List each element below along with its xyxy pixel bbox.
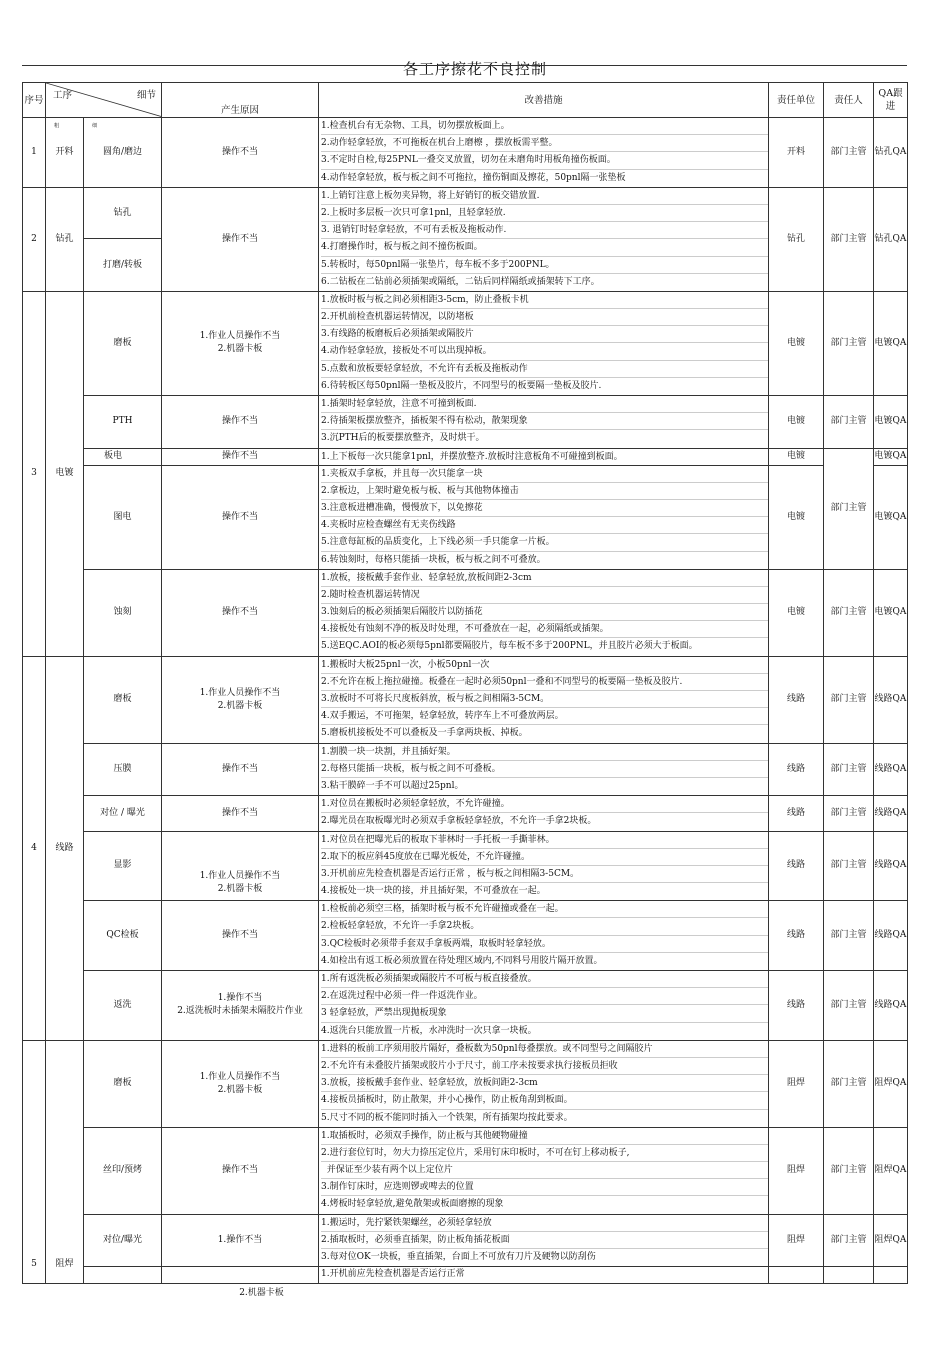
row-qa: 电镀QA <box>874 569 908 656</box>
measure-line: 2.取下的板应斜45度放在已曝光板处，不允许碰撞。 <box>321 849 768 866</box>
measure-line: 1.放板，接板戴手套作业、轻拿轻放,放板间距2-3cm <box>321 570 768 587</box>
measure-line: 5.送EQC.AOI的板必须每5pnl都要隔胶片，每车板不多于200PNL，并且胶片必须大于板面。 <box>321 641 698 652</box>
row-measures <box>319 118 769 188</box>
measure-line: 4.如检出有返工板必须放置在待处理区域内,不同料号用胶片隔开放置。 <box>321 955 603 966</box>
header-qa: QA跟进 <box>874 83 908 118</box>
measure-line: 3.制作钉床时，应选则锣或啤去的位置 <box>321 1179 768 1196</box>
row-qa: 线路QA <box>874 743 908 796</box>
measure-line: 6.转蚀刻时，每格只能插一块板，板与板之间不可叠放。 <box>321 554 546 565</box>
cause-line: 1.作业人员操作不当 <box>199 331 281 342</box>
measure-line: 3.沉PTH后的板要摆放整齐，及时烘干。 <box>321 433 485 444</box>
row-unit <box>769 1267 824 1284</box>
table-row <box>23 656 908 743</box>
row-cause <box>162 1040 319 1127</box>
row-measures <box>319 569 769 656</box>
row-unit: 电镀 <box>769 396 824 449</box>
measure-line: 2.不允许有未叠胶片插架或胶片小于尺寸，前工序未按要求执行接板员拒收 <box>321 1058 768 1075</box>
row-person: 部门主管 <box>824 569 874 656</box>
row-unit: 线路 <box>769 796 824 831</box>
measure-line: 2.待插架板摆放整齐，插板架不得有松动，散架现象 <box>321 413 768 430</box>
row-person: 部门主管 <box>824 831 874 901</box>
row-process: 钻孔 <box>46 187 84 291</box>
row-measures <box>319 1214 769 1267</box>
measure-line: 4.动作轻拿轻放，接板处不可以出现掉板。 <box>321 343 768 360</box>
row-unit: 电镀 <box>769 448 824 465</box>
measure-line: 1.对位员在搬板时必须轻拿轻放，不允许碰撞。 <box>321 796 768 813</box>
row-measures <box>319 1267 769 1284</box>
title-rule <box>22 65 907 66</box>
table-row <box>23 1127 908 1214</box>
row-qa: 线路QA <box>874 831 908 901</box>
cause-line: 1.作业人员操作不当 <box>199 1071 281 1082</box>
row-process: 电镀 <box>46 291 84 656</box>
measure-line: 5.点数和放板要轻拿轻放，不允许有丢板及拖板动作 <box>321 361 768 378</box>
row-no: 3 <box>23 291 46 656</box>
row-qa: 线路QA <box>874 901 908 971</box>
measure-line: 1.进料的板前工序须用胶片隔好，叠板数为50pnl每叠摆放。或不同型号之间隔胶片 <box>321 1041 768 1058</box>
row-unit: 线路 <box>769 971 824 1041</box>
row-process: 线路 <box>46 656 84 1040</box>
measure-line: 4.夹板时应检查螺丝有无夹伤线路 <box>321 517 768 534</box>
row-person: 部门主管 <box>824 743 874 796</box>
table-row <box>23 971 908 1041</box>
row-measures <box>319 291 769 395</box>
measure-line: 4.接板处有蚀刻不净的板及时处理，不可叠放在一起，必须隔纸或插架。 <box>321 621 768 638</box>
row-qa: 线路QA <box>874 796 908 831</box>
measure-line: 2.动作轻拿轻放，不可拖板在机台上磨檫 ，摆放板需平整。 <box>321 135 768 152</box>
row-detail: 打磨/转板 <box>84 239 162 292</box>
row-detail: 磨板 <box>84 1040 162 1127</box>
row-unit: 线路 <box>769 656 824 743</box>
measure-line: 1.割膜一块一块割，并且插好架。 <box>321 744 768 761</box>
row-cause: 操作不当 <box>162 187 319 291</box>
row-measures <box>319 465 769 569</box>
table-row <box>23 831 908 901</box>
measure-line: 1.开机前应先检查机器是否运行正常 <box>321 1269 465 1280</box>
row-cause: 操作不当 <box>162 118 319 188</box>
table-row <box>23 396 908 449</box>
measure-line: 1.上下板每一次只能拿1pnl，并摆放整齐.放板时注意板角不可碰撞到板面。 <box>321 451 623 462</box>
row-qa: 钻孔QA <box>874 118 908 188</box>
row-qa: 电镀QA <box>874 465 908 569</box>
row-detail: QC检板 <box>84 901 162 971</box>
measure-line: 5.转板时，每50pnl隔一张垫片，每车板不多于200PNL。 <box>321 257 768 274</box>
row-unit: 电镀 <box>769 465 824 569</box>
table-row <box>23 1214 908 1267</box>
measure-line: 3.不定时自检,每25PNL一叠交叉放置，切勿在未磨角时用板角撞伤板面。 <box>321 152 768 169</box>
table-row <box>23 569 908 656</box>
measure-line: 3 轻拿轻放，严禁出现抛板现象 <box>321 1005 768 1022</box>
row-detail: PTH <box>84 396 162 449</box>
overflow-cause-text: 2.机器卡板 <box>239 1288 284 1298</box>
row-qa: 阻焊QA <box>874 1214 908 1267</box>
row-qa: 线路QA <box>874 971 908 1041</box>
mark-2: 细 <box>92 123 98 129</box>
row-cause <box>162 1267 319 1284</box>
row-unit: 线路 <box>769 743 824 796</box>
process-control-table <box>22 82 908 1284</box>
row-detail: 蚀刻 <box>84 569 162 656</box>
row-cause: 1.操作不当 <box>162 1214 319 1267</box>
row-measures <box>319 971 769 1041</box>
row-cause: 操作不当 <box>162 465 319 569</box>
measure-line: 2.在返洗过程中必须一件一件返洗作业。 <box>321 988 768 1005</box>
row-person: 部门主管 <box>824 291 874 395</box>
row-qa <box>874 1267 908 1284</box>
row-detail: 磨板 <box>84 291 162 395</box>
row-no: 4 <box>23 656 46 1040</box>
row-cause <box>162 656 319 743</box>
row-cause: 操作不当 <box>162 901 319 971</box>
measure-line: 1.放板时板与板之间必须相距3-5cm，防止叠板卡机 <box>321 292 768 309</box>
row-cause: 操作不当 <box>162 569 319 656</box>
measure-line: 6.二钻板在二钻前必须插架或隔纸，二钻后同样隔纸或插架转下工序。 <box>321 276 600 287</box>
row-unit: 线路 <box>769 901 824 971</box>
cause-line: 1.操作不当 <box>217 993 263 1004</box>
row-no: 1 <box>23 118 46 188</box>
row-unit: 线路 <box>769 831 824 901</box>
table-row <box>23 743 908 796</box>
row-unit: 开料 <box>769 118 824 188</box>
row-person: 部门主管 <box>824 1040 874 1127</box>
row-measures <box>319 656 769 743</box>
row-unit: 钻孔 <box>769 187 824 291</box>
measure-line: 3. 退销钉时轻拿轻放，不可有丢板及拖板动作. <box>321 222 768 239</box>
row-cause <box>162 971 319 1041</box>
table-row <box>23 901 908 971</box>
row-detail: 对位/曝光 <box>84 1214 162 1267</box>
row-detail: 磨板 <box>84 656 162 743</box>
row-person: 部门主管 <box>824 448 874 569</box>
measure-line: 1.搬运时，先拧紧铁架螺丝，必须轻拿轻放 <box>321 1215 768 1232</box>
measure-line: 4.打磨操作时，板与板之间不撞伤板面。 <box>321 239 768 256</box>
row-detail: 返洗 <box>84 971 162 1041</box>
row-detail: 丝印/预烤 <box>84 1127 162 1214</box>
measure-line: 1.搬板时大板25pnl一次，小板50pnl一次 <box>321 657 768 674</box>
table-row <box>23 465 908 569</box>
page-title: 各工序擦花不良控制 <box>402 60 547 78</box>
measure-line: 3.放板，接板戴手套作业、轻拿轻放，放板间距2-3cm <box>321 1075 768 1092</box>
row-detail: 图电 <box>84 465 162 569</box>
measure-line: 2.开机前检查机器运转情况，以防堵板 <box>321 309 768 326</box>
measure-line: 1.检查机台有无杂物、工具，切勿摆放板面上。 <box>321 118 768 135</box>
row-qa: 电镀QA <box>874 448 908 465</box>
measure-line: 2.检板轻拿轻放，不允许一手拿2块板。 <box>321 918 768 935</box>
row-person: 部门主管 <box>824 796 874 831</box>
row-cause: 操作不当 <box>162 796 319 831</box>
measure-line: 5.注意每缸板的品质变化，上下线必须一手只能拿一片板。 <box>321 534 768 551</box>
row-measures <box>319 901 769 971</box>
measure-line: 并保证至少装有两个以上定位片 <box>321 1162 768 1179</box>
table-row <box>23 291 908 395</box>
row-cause: 操作不当 <box>162 1127 319 1214</box>
measure-line: 5.尺寸不同的板不能同时插入一个铁架，所有插架均按此要求。 <box>321 1112 573 1123</box>
cause-line: 2.机器卡板 <box>217 1084 263 1095</box>
row-measures <box>319 1127 769 1214</box>
row-person: 部门主管 <box>824 1214 874 1267</box>
measure-line: 4.双手搬运，不可拖架，轻拿轻放，转序车上不可叠放两层。 <box>321 708 768 725</box>
row-detail: 钻孔 <box>84 187 162 239</box>
row-unit: 阻焊 <box>769 1040 824 1127</box>
measure-line: 1.取插板时，必须双手操作，防止板与其他硬物碰撞 <box>321 1128 768 1145</box>
measure-line: 1.检板前必须空三格，插架时板与板不允许碰撞或叠在一起。 <box>321 901 768 918</box>
row-no: 5 <box>23 1040 46 1283</box>
measure-line: 3.蚀刻后的板必须插架后隔胶片以防插花 <box>321 604 768 621</box>
row-measures <box>319 187 769 291</box>
row-person: 部门主管 <box>824 901 874 971</box>
measure-line: 4.烤板时轻拿轻放,避免散架或板面磨擦的现象 <box>321 1199 504 1210</box>
measure-line: 2.随时检查机器运转情况 <box>321 587 768 604</box>
row-person: 部门主管 <box>824 656 874 743</box>
measure-line: 3.每对位OK一块板，垂直插架，台面上不可放有刀片及硬物以防刮伤 <box>321 1252 596 1262</box>
header-detail: 细节 <box>136 90 156 101</box>
cause-line: 2.返洗板时未插架未隔胶片作业 <box>177 1006 303 1017</box>
header-measures: 改善措施 <box>319 83 769 118</box>
measure-line: 1.对位员在把曝光后的板取下菲林时一手托板一手撕菲林。 <box>321 832 768 849</box>
row-qa: 电镀QA <box>874 396 908 449</box>
measure-line: 3.粘干膜碎一手不可以超过25pnl。 <box>321 780 464 791</box>
row-cause: 操作不当 <box>162 743 319 796</box>
measure-line: 3.QC检板时必须带手套双手拿板两端，取板时轻拿轻放。 <box>321 936 768 953</box>
detail-label: 圆角/磨边 <box>102 146 143 157</box>
measure-line: 2.不允许在板上拖拉碰撞。板叠在一起时必须50pnl一叠和不同型号的板要隔一垫板及胶片. <box>321 674 768 691</box>
row-cause: 操作不当 <box>162 396 319 449</box>
row-measures <box>319 1040 769 1127</box>
row-no: 2 <box>23 187 46 291</box>
measure-line: 2.上板时多层板一次只可拿1pnl，且轻拿轻放. <box>321 205 768 222</box>
row-process: 阻焊 <box>46 1040 84 1283</box>
measure-line: 2.曝光员在取板曝光时必须双手拿板轻拿轻放，不允许一手拿2块板。 <box>321 816 597 827</box>
process-label: 开料 <box>55 146 74 157</box>
row-person <box>824 1267 874 1284</box>
measure-line: 2.进行套位钉时，勿大力捺压定位片，采用钉床印板时，不可在钉上移动板子, <box>321 1145 768 1162</box>
measure-line: 3.放板时不可将长尺度板斜放，板与板之间相隔3-5CM。 <box>321 691 768 708</box>
measure-line: 4.接板处一块一块的接，并且插好架，不可叠放在一起。 <box>321 886 546 897</box>
cause-line: 1.作业人员操作不当 <box>199 687 281 698</box>
row-measures <box>319 448 769 465</box>
table-row <box>23 796 908 831</box>
table-row <box>23 1040 908 1127</box>
header-diagonal-cell <box>46 83 162 118</box>
table-row <box>23 118 908 188</box>
row-person: 部门主管 <box>824 396 874 449</box>
mark-1: 粗 <box>54 123 60 129</box>
cause-line: 2.机器卡板 <box>217 884 263 895</box>
measure-line: 4.动作轻拿轻放，板与板之间不可拖拉，撞伤铜面及擦花，50pnl隔一张垫板 <box>321 172 626 183</box>
header-person: 责任人 <box>824 83 874 118</box>
measure-line: 6.待转板区每50pnl隔一垫板及胶片，不同型号的板要隔一垫板及胶片. <box>321 380 602 391</box>
row-qa: 阻焊QA <box>874 1127 908 1214</box>
row-process <box>46 118 84 188</box>
row-person: 部门主管 <box>824 187 874 291</box>
measure-line: 3.注意板进槽准确，慢慢放下，以免擦花 <box>321 500 768 517</box>
row-unit: 阻焊 <box>769 1127 824 1214</box>
header-no: 序号 <box>23 83 46 118</box>
row-qa: 阻焊QA <box>874 1040 908 1127</box>
measure-line: 1.插架时轻拿轻放，注意不可撞到板面. <box>321 396 768 413</box>
table-row <box>23 448 908 465</box>
row-detail: 对位 / 曝光 <box>84 796 162 831</box>
row-cause <box>162 291 319 395</box>
measure-line: 4.返洗台只能放置一片板，水冲洗时一次只拿一块板。 <box>321 1025 537 1036</box>
table-row <box>23 1267 908 1284</box>
row-person: 部门主管 <box>824 971 874 1041</box>
row-qa: 电镀QA <box>874 291 908 395</box>
row-unit: 电镀 <box>769 569 824 656</box>
cause-line: 2.机器卡板 <box>217 700 263 711</box>
row-qa: 线路QA <box>874 656 908 743</box>
measure-line: 2.插取板时，必须垂直插架，防止板角插花板面 <box>321 1232 768 1249</box>
row-measures <box>319 743 769 796</box>
row-measures <box>319 396 769 449</box>
row-detail <box>84 1267 162 1284</box>
cause-line: 1.作业人员操作不当 <box>199 871 281 882</box>
measure-line: 3.有线路的板磨板后必须插架或隔胶片 <box>321 326 768 343</box>
measure-line: 2.拿板边，上架时避免板与板、板与其他物体撞击 <box>321 483 768 500</box>
row-detail: 板电 <box>84 448 162 465</box>
header-cause: 产生原因 <box>162 83 319 118</box>
row-unit: 电镀 <box>769 291 824 395</box>
measure-line: 1.所有返洗板必须插架或隔胶片不可板与板直接叠放。 <box>321 971 768 988</box>
row-person: 部门主管 <box>824 1127 874 1214</box>
row-cause: 操作不当 <box>162 448 319 465</box>
measure-line: 3.开机前应先检查机器是否运行正常 ，板与板之间相隔3-5CM。 <box>321 866 768 883</box>
table-row <box>23 187 908 239</box>
row-measures <box>319 831 769 901</box>
row-measures <box>319 796 769 831</box>
header-unit: 责任单位 <box>769 83 824 118</box>
row-cause <box>162 831 319 901</box>
measure-line: 1.上销钉注意上板勿夹异物，将上好销钉的板交错放置. <box>321 188 768 205</box>
measure-line: 2.每格只能插一块板，板与板之间不可叠板。 <box>321 761 768 778</box>
row-person: 部门主管 <box>824 118 874 188</box>
row-detail <box>84 118 162 188</box>
measure-line: 1.夹板双手拿板，并且每一次只能拿一块 <box>321 466 768 483</box>
row-unit: 阻焊 <box>769 1214 824 1267</box>
measure-line: 4.接板员插板时，防止散架，并小心操作，防止板角刮到板面。 <box>321 1092 768 1109</box>
row-detail: 压膜 <box>84 743 162 796</box>
measure-line: 5.磨板机接板处不可以叠板及一手拿两块板、掉板。 <box>321 728 528 739</box>
header-row <box>23 83 908 118</box>
header-process: 工序 <box>53 90 73 101</box>
row-detail: 显影 <box>84 831 162 901</box>
row-qa: 钻孔QA <box>874 187 908 291</box>
cause-line: 2.机器卡板 <box>217 344 263 355</box>
